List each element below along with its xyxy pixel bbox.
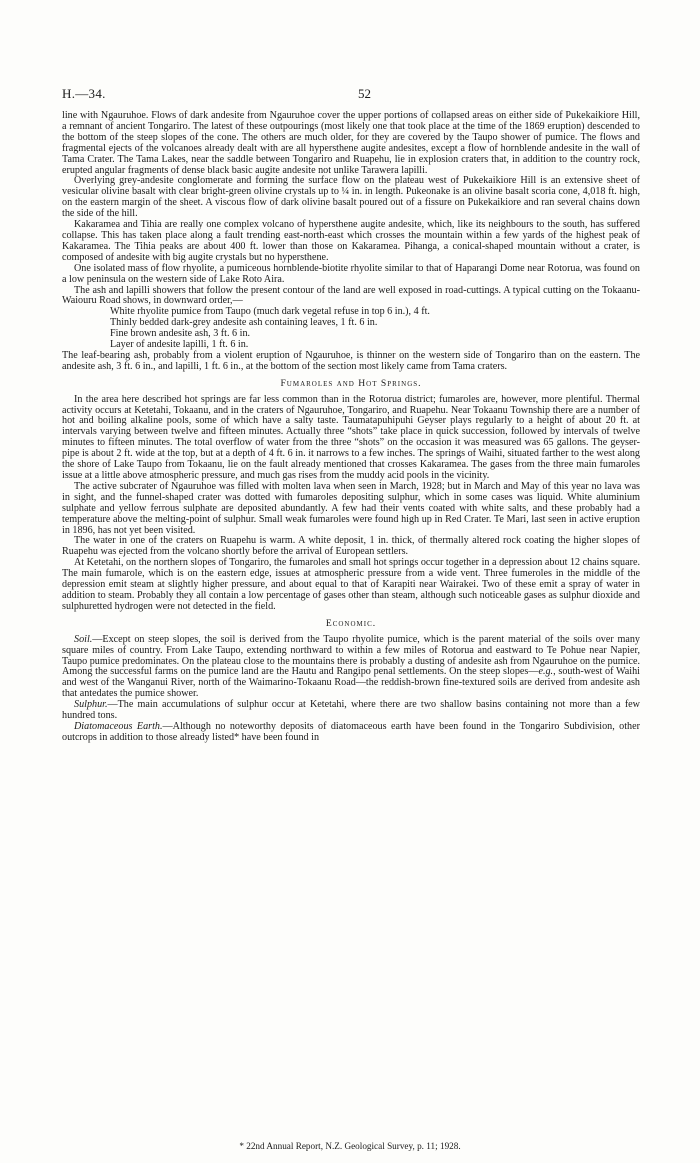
list-item: Layer of andesite lapilli, 1 ft. 6 in. bbox=[110, 339, 249, 351]
section-list bbox=[110, 307, 640, 351]
page-number: 52 bbox=[358, 86, 371, 101]
paragraph: One isolated mass of flow rhyolite, a pumiceous hornblende-biotite rhyolite similar to that of Haparangi Dome near Rotorua, was found on a low peninsula on the western side of Lake Roto Aira. bbox=[62, 262, 640, 285]
paragraph-text: , south-west of Waihi and west of the Wanganui River, north of the Waimarino-Tokaanu Road—the reddish-brown fine-textured soils are derived from andesite ash that antedates the pumice shower. bbox=[62, 666, 640, 700]
run-in-heading: Sulphur. bbox=[74, 699, 108, 711]
economic-paragraph-soil bbox=[62, 635, 640, 700]
run-in-heading: Soil. bbox=[74, 633, 93, 645]
economic-paragraph-diatomaceous bbox=[62, 722, 640, 744]
paragraph: The water in one of the craters on Ruapehu is warm. A white deposit, 1 in. thick, of thermally altered rock coating the higher slopes of Ruapehu was ejected from the volcano shortly before the arrival of European settlers. bbox=[62, 535, 640, 558]
paragraph: At Ketetahi, on the northern slopes of Tongariro, the fumaroles and small hot springs occur together in a depression about 12 chains square. The main fumarole, which is on the eastern edge, issues at atmospheric pressure from a wide vent. Three fumeroles in the middle of the depression emit steam at slightly higher pressure, and about equal to that of Karapiti near Wairakei. Two of these emit a spray of water in addition to steam. Probably they all contain a low percentage of gases other than steam, although such noticeable gases as sulphur dioxide and sulphuretted hydrogen were not detected in the field. bbox=[62, 557, 640, 612]
section-heading-fumaroles: Fumaroles and Hot Springs. bbox=[280, 377, 422, 389]
paragraph-text: —Except on steep slopes, the soil is derived from the Taupo rhyolite pumice, which is the parent material of the soils over many square miles of country. From Lake Taupo, extending northward to within a few miles of Rotorua and eastward to Te Pohue near Napier, Taupo pumice predominates. On the plateau close to the mountains there is probably a dusting of andesite ash from Ngauruhoe on the pumice. Among the successful farms on the pumice land are the Hautu and Rangipo penal settlements. On the steep slopes— bbox=[62, 633, 640, 678]
paragraph: In the area here described hot springs are far less common than in the Rotorua district; fumaroles are, however, more plentiful. Thermal activity occurs at Ketetahi, Tokaanu, and in the craters of Ngauruhoe, Tongariro, and Ruapehu. Near Tokaanu Township there are a number of hot and boiling alkaline pools, some of which have a salty taste. Taumatapuhipuhi Geyser plays regularly to a height of about 20 ft. at intervals varying between twelve and fifteen minutes. Actually three “shots” take place in quick succession, followed by intervals of twelve minutes to fifteen minutes. The total overflow of water from the three “shots” on the occasion it was measured was 65 gallons. The geyser-pipe is about 2 ft. wide at the top, but at a depth of 4 ft. 6 in. it narrows to a few inches. The springs of Waihi, situated farther to the west along the shore of Lake Taupo from Tokaanu, lie on the fault already mentioned that crosses Kakaramea. The gases from the three main fumaroles issue at a little above atmospheric pressure, and much gas rises from the muddy acid pools in the vicinity. bbox=[62, 393, 640, 481]
document-reference: H.—34. bbox=[62, 86, 106, 101]
paragraph: The active subcrater of Ngauruhoe was filled with molten lava when seen in March, 1928; but in March and May of this year no lava was in sight, and the funnel-shaped crater was dotted with fumaroles depositing sulphur, which in some cases was liquid. White aluminium sulphate and yellow ferrous sulphate are deposited abundantly. A few had their vents coated with white salts, and these probably had a temperature above the melting-point of sulphur. Small weak fumaroles were found high up in Red Crater. Te Mari, last seen in active eruption in 1896, has not yet been visited. bbox=[62, 480, 640, 536]
paragraph: The leaf-bearing ash, probably from a violent eruption of Ngauruhoe, is thinner on the western side of Tongariro than on the eastern. The andesite ash, 3 ft. 6 in., and lapilli, 1 ft. 6 in., at the bottom of the section most likely came from Tama craters. bbox=[62, 349, 640, 372]
paragraph: line with Ngauruhoe. Flows of dark andesite from Ngauruhoe cover the upper portions of collapsed areas on either side of Pukekaikiore Hill, a remnant of ancient Tongariro. The latest of these outpourings (most likely one that took place at the time of the 1869 eruption) descended to the bottom of the steep slopes of the cone. The others are much older, for they are covered by the Taupo shower of pumice. The flows and fragmental ejects of the volcanoes already dealt with are all hypersthene augite andesites, except a flow of hornblende andesite in the wall of Tama Crater. The Tama Lakes, near the saddle between Tongariro and Ruapehu, lie in explosion craters that, in addition to the country rock, erupted angular fragments of dense black basic augite andesite not unlike Tarawera lapilli. bbox=[62, 110, 640, 176]
section-heading-economic: Economic. bbox=[325, 617, 377, 629]
body-text bbox=[62, 111, 640, 744]
economic-paragraph-sulphur bbox=[62, 700, 640, 722]
page-header bbox=[0, 86, 700, 106]
list-item: Fine brown andesite ash, 3 ft. 6 in. bbox=[110, 328, 251, 340]
paragraph: Overlying grey-andesite conglomerate and forming the surface flow on the plateau west of Pukekaikiore Hill is an extensive sheet of vesicular olivine basalt with clear bright-green olivine crystals up to ¼ in. in length. Pukeonake is an olivine basalt scoria cone, 4,018 ft. high, on the eastern margin of the sheet. A viscous flow of dark olivine basalt poured out of a fissure on Pukekaikiore and ran several chains down the side of the hill. bbox=[62, 175, 640, 220]
inline-italic: e.g. bbox=[538, 666, 554, 678]
list-item: White rhyolite pumice from Taupo (much dark vegetal refuse in top 6 in.), 4 ft. bbox=[110, 306, 430, 318]
list-item: Thinly bedded dark-grey andesite ash containing leaves, 1 ft. 6 in. bbox=[110, 317, 378, 329]
paragraph: Kakaramea and Tihia are really one complex volcano of hypersthene augite andesite, which, like its neighbours to the south, has suffered collapse. This has taken place along a fault trending east-north-east which crosses the mountain within a few yards of the highest peak of Kakaramea. The Tihia peaks are about 400 ft. lower than those on Kakaramea. Pihanga, a conical-shaped mountain without a crater, is composed of andesite with big augite crystals but no hypersthene. bbox=[62, 219, 640, 263]
paragraph-text: —The main accumulations of sulphur occur at Ketetahi, where there are two shallow basins containing not more than a few hundred tons. bbox=[62, 699, 640, 722]
footnote: * 22nd Annual Report, N.Z. Geological Survey, p. 11; 1928. bbox=[239, 1141, 461, 1151]
run-in-heading: Diatomaceous Earth. bbox=[74, 720, 163, 732]
paragraph: The ash and lapilli showers that follow the present contour of the land are well exposed in road-cuttings. A typical cutting on the Tokaanu-Waiouru Road shows, in downward order,— bbox=[62, 284, 640, 307]
paragraph-text: —Although no noteworthy deposits of diatomaceous earth have been found in the Tongariro Subdivision, other outcrops in addition to those already listed* have been found in bbox=[62, 720, 640, 743]
